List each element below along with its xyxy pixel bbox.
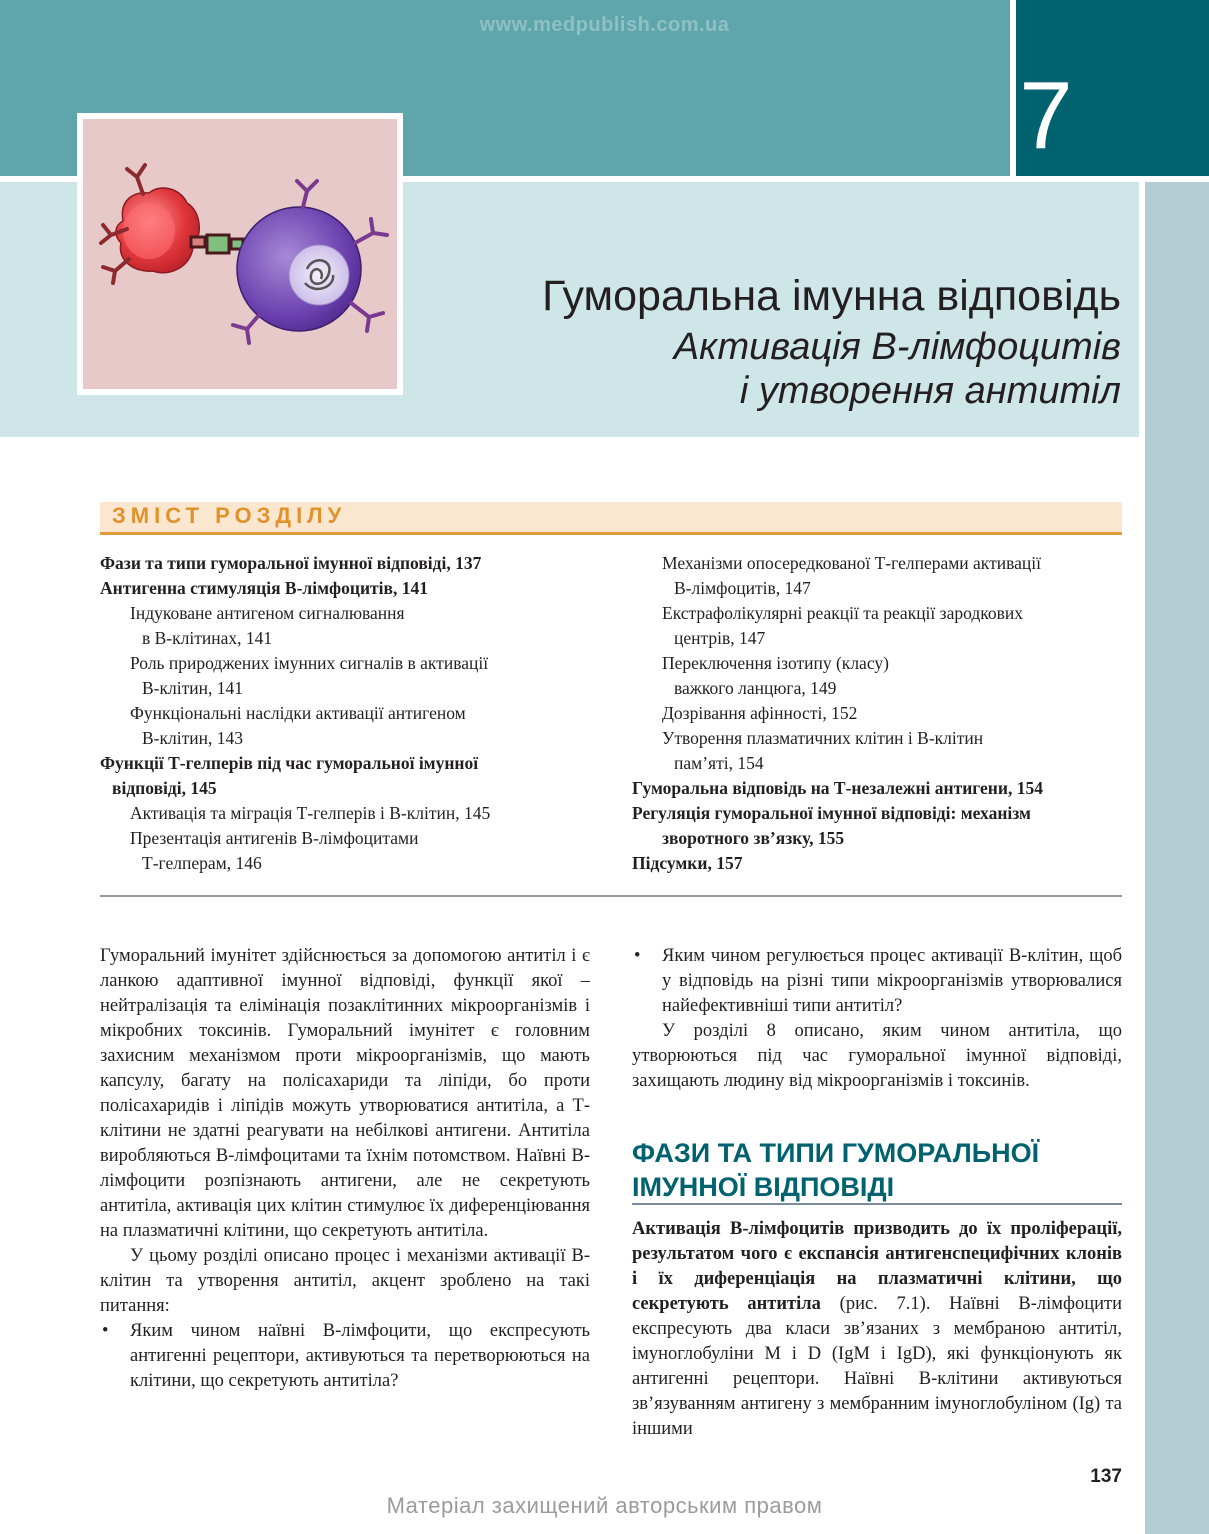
bullet-marker: • (102, 1321, 109, 1341)
bullet-item (100, 1319, 590, 1394)
chapter-title: Гуморальна імунна відповідь (542, 272, 1121, 320)
contents-header (100, 502, 1122, 535)
bullet-text: Яким чином наївні В-лімфоцити, що експресують антигенні рецептори, активуються та перетворюються на клітини, що секретують антитіла? (130, 1321, 590, 1391)
toc-entry: Роль природжених імунних сигналів в активації (130, 653, 489, 673)
side-bar (1145, 182, 1209, 1534)
chapter-subtitle: і утворення антитіл (739, 370, 1121, 412)
toc-entry: Т-гелперам, 146 (142, 853, 262, 873)
toc-entry: Переключення ізотипу (класу) (662, 653, 889, 673)
toc-entry: Гуморальна відповідь на Т-незалежні антигени, 154 (632, 778, 1043, 798)
toc-entry: в В-клітинах, 141 (142, 628, 273, 648)
body-paragraph: У розділі 8 описано, яким чином антитіла, що утворюються під час гуморальної імунної відповіді, захищають людину від мікроорганізмів і токсинів. (632, 1021, 1122, 1091)
toc-entry: Утворення плазматичних клітин і В-клітин (662, 728, 984, 748)
bullet-item (632, 944, 1122, 1019)
body-paragraph: У цьому розділі описано процес і механізми активації В-клітин та утворення антитіл, акцент зроблено на такі питання: (100, 1246, 590, 1316)
watermark-url: www.medpublish.com.ua (479, 14, 730, 36)
toc-entry: В-клітин, 143 (142, 728, 243, 748)
toc-entry: Регуляція гуморальної імунної відповіді: механізм (632, 803, 1031, 823)
toc-entry: Фази та типи гуморальної імунної відповіді, 137 (100, 553, 482, 573)
toc-entry: відповіді, 145 (112, 778, 217, 798)
toc-entry: В-лімфоцитів, 147 (674, 578, 811, 598)
chapter-subtitle: Активація В-лімфоцитів (673, 326, 1121, 368)
toc-entry: Активація та міграція Т-гелперів і В-клітин, 145 (130, 803, 491, 823)
toc-entry: важкого ланцюга, 149 (674, 678, 837, 698)
toc-entry: зворотного зв’язку, 155 (662, 828, 845, 848)
toc-entry: Механізми опосередкованої Т-гелперами активації (662, 553, 1041, 573)
toc-entry: Підсумки, 157 (632, 853, 743, 873)
body-paragraph (632, 1217, 1122, 1442)
cell-interaction-image (83, 119, 397, 389)
body-left-column (100, 944, 590, 1394)
paragraph-rest: (рис. 7.1). Наївні В-лімфоцити експресують два класи зв’язаних з мембраною антитіл, імуноглобуліни M і D (IgM і IgD), які функціонують як антигенні рецептори. Наївні В-клітини активуються зв’язуванням антигену з мембранним імуноглобуліном (Ig) та іншими (632, 1294, 1122, 1439)
contents-title: ЗМІСТ РОЗДІЛУ (112, 503, 347, 528)
toc-entry: Функціональні наслідки активації антигеном (130, 703, 466, 723)
chapter-number: 7 (1019, 62, 1073, 169)
toc-entry: Індуковане антигеном сигналювання (130, 603, 405, 623)
toc-entry: Дозрівання афінності, 152 (662, 703, 858, 723)
bold-lead: Активація В-лімфоцитів призводить до їх проліферації, результатом чого є експансія антигенспецифічних клонів і їх диференціація на плазматичні клітини, що секретують антитіла (632, 1219, 1122, 1314)
section-divider (632, 1203, 1122, 1205)
toc-entry: В-клітин, 141 (142, 678, 243, 698)
page-number: 137 (1090, 1466, 1122, 1487)
body-right-column-continued (632, 1217, 1122, 1442)
copyright-note: Матеріал захищений авторським правом (386, 1493, 823, 1518)
toc-entry: Функції Т-гелперів під час гуморальної імунної (100, 753, 479, 773)
body-right-column (632, 944, 1122, 1094)
toc-entry: центрів, 147 (674, 628, 766, 648)
section-heading: ФАЗИ ТА ТИПИ ГУМОРАЛЬНОЇ ІМУННОЇ ВІДПОВІДІ (632, 1138, 1040, 1202)
chapter-illustration (77, 113, 403, 395)
body-paragraph: Гуморальний імунітет здійснюється за допомогою антитіл і є ланкою адаптивної імунної відповіді, функції якої – нейтралізація та елімінація позаклітинних мікроорганізмів і мікробних токсинів. Гуморальний імунітет є головним захисним механізмом проти мікроорганізмів, що мають капсулу, багату на полісахариди та ліпіди, бо проти полісахаридів і ліпідів можуть утворюватися антитіла, а Т-клітини не здатні реагувати на небілкові антигени. Антитіла виробляються В-лімфоцитами та їхнім потомством. Наївні В-лімфоцити розпізнають антигени, але не секретують антитіла, активація цих клітин стимулює їх диференціювання на плазматичні клітини, що секретують антитіла. (100, 946, 590, 1241)
bullet-text: Яким чином регулюється процес активації В-клітин, щоб у відповідь на різні типи мікроорганізмів утворювалися найефективніші типи антитіл? (662, 946, 1122, 1016)
toc-entry: пам’яті, 154 (674, 753, 764, 773)
contents-divider (100, 895, 1122, 897)
toc-left-column (100, 551, 600, 876)
toc-entry: Презентація антигенів В-лімфоцитами (130, 828, 419, 848)
toc-right-column (632, 551, 1132, 876)
toc-entry: Антигенна стимуляція В-лімфоцитів, 141 (100, 578, 428, 598)
toc-entry: Екстрафолікулярні реакції та реакції зародкових (662, 603, 1023, 623)
bullet-marker: • (634, 946, 641, 966)
